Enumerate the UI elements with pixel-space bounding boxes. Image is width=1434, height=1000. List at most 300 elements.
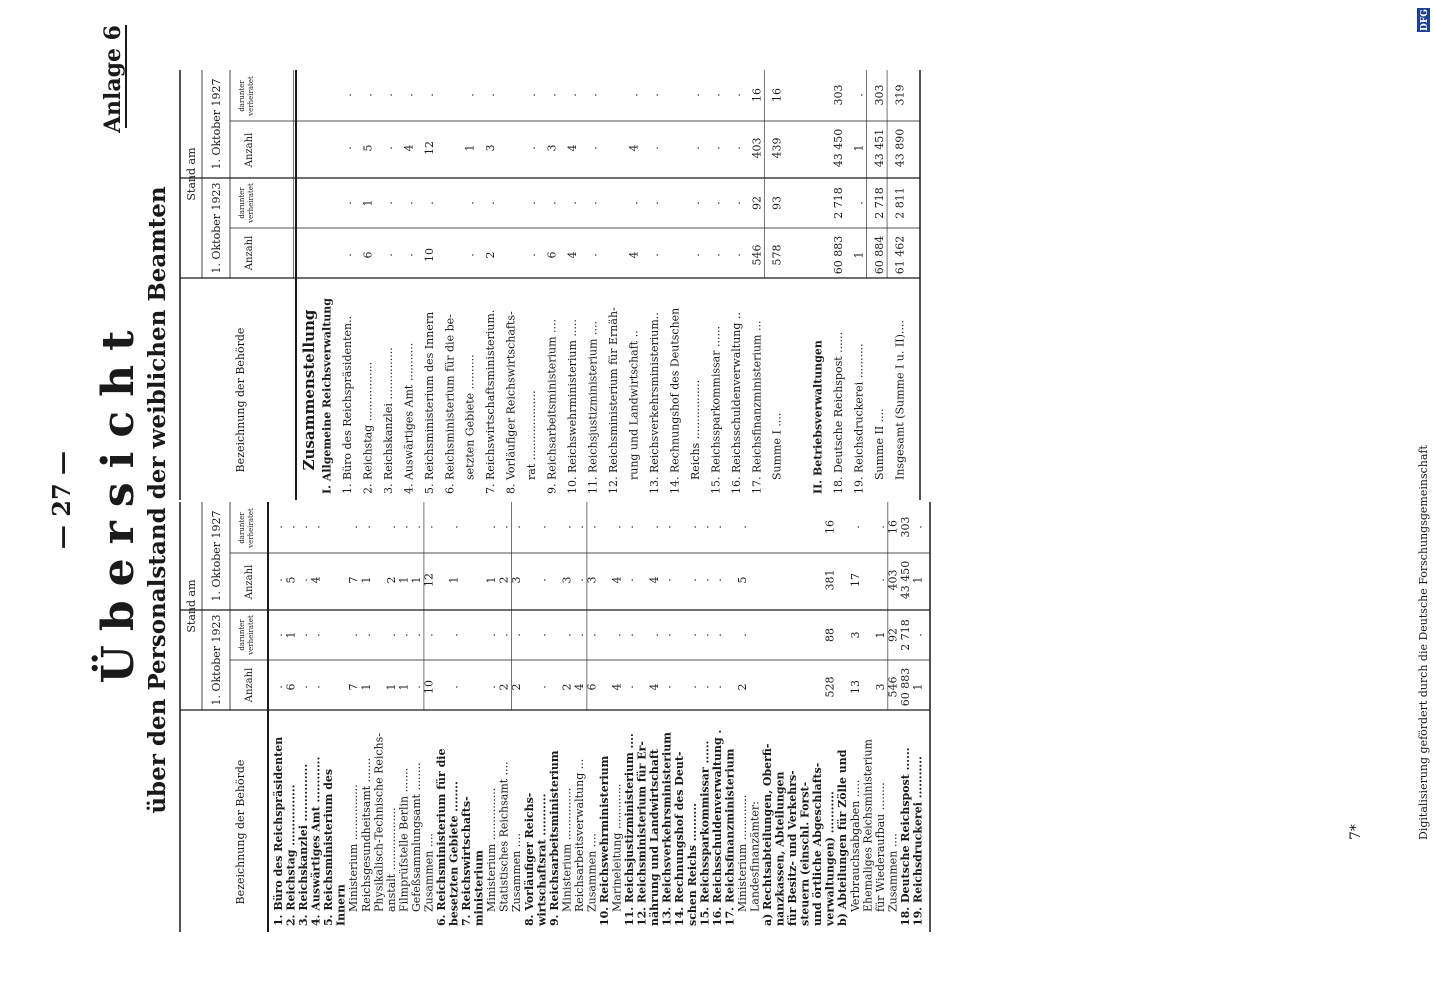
cell-married-1927: .	[485, 525, 499, 529]
row-label: Zusammen ....	[585, 833, 599, 912]
cell-anzahl-1927: 1	[409, 576, 423, 584]
cell-married-1923: .	[545, 201, 559, 205]
row-label: 1. Büro des Reichspräsidenten..	[340, 315, 354, 494]
cell-married-1927: .	[647, 93, 661, 97]
row-label: Ministerium .............	[735, 794, 749, 912]
cell-married-1923: .	[647, 201, 661, 205]
cell-anzahl-1923: 7	[347, 683, 361, 691]
cell-anzahl-1923: .	[463, 253, 477, 257]
cell-married-1923: .	[447, 633, 461, 637]
cell-married-1923: 2 811	[893, 187, 907, 219]
cell-married-1923: .	[272, 633, 285, 637]
cell-married-1923: 92	[750, 196, 764, 210]
summary-table	[180, 70, 920, 500]
cell-married-1923: .	[347, 633, 361, 637]
cell-married-1927: .	[397, 525, 411, 529]
cell-married-1927: .	[409, 525, 423, 529]
cell-married-1927: 303	[832, 84, 846, 106]
row-label: 15. Reichssparkommissar ......	[698, 740, 712, 926]
cell-anzahl-1927: .	[535, 578, 549, 582]
cell-married-1927: .	[347, 525, 361, 529]
row-label: nanzkassen, Abteilungen	[773, 771, 787, 926]
cell-anzahl-1923: .	[272, 685, 285, 689]
cell-anzahl-1927: 3	[585, 576, 599, 584]
cell-anzahl-1927: 2	[384, 576, 398, 584]
cell-anzahl-1927: 439	[770, 137, 784, 159]
cell-married-1927: .	[729, 93, 743, 97]
cell-married-1927: .	[545, 93, 559, 97]
cell-married-1927: .	[340, 93, 354, 97]
row-label: 12. Reichsministerium für Er-	[635, 741, 649, 926]
row-label: schen Reichs ..........	[685, 802, 699, 926]
cell-married-1923: 2 718	[898, 619, 912, 651]
cell-anzahl-1923: 4	[627, 251, 641, 259]
cell-anzahl-1927: 1	[447, 576, 461, 584]
cell-anzahl-1927: 4	[309, 576, 323, 584]
column-header-darunter-1923-2: verheiratet	[247, 183, 255, 223]
cell-married-1923: .	[535, 633, 549, 637]
row-label: 16. Reichsschuldenverwaltung ..	[729, 312, 743, 494]
cell-anzahl-1923: .	[340, 253, 354, 257]
cell-anzahl-1923: 546	[886, 676, 900, 698]
column-header-anzahl-1927: Anzahl	[244, 564, 255, 600]
cell-married-1927: .	[447, 525, 461, 529]
row-label: Reichsarbeitsverwaltung ...	[572, 758, 586, 912]
row-label: II. Betriebsverwaltungen	[811, 340, 825, 494]
column-header-darunter-1923: darunter	[238, 187, 246, 219]
cell-married-1923: .	[572, 633, 586, 637]
cell-married-1927: .	[402, 93, 416, 97]
row-label: 16. Reichsschuldenverwaltung .	[710, 729, 724, 926]
cell-married-1923: 1	[361, 199, 375, 207]
cell-anzahl-1923: 4	[648, 683, 662, 691]
cell-anzahl-1923: 2	[560, 683, 574, 691]
cell-anzahl-1927: 3	[560, 576, 574, 584]
cell-anzahl-1923: .	[688, 253, 702, 257]
cell-anzahl-1927: 43 890	[893, 128, 907, 168]
row-label: Landesfinanzämter:	[748, 801, 762, 912]
cell-anzahl-1927: 403	[750, 137, 764, 159]
cell-anzahl-1923: 2	[497, 683, 511, 691]
row-label: Innern	[334, 884, 348, 926]
cell-married-1927: .	[497, 525, 511, 529]
cell-married-1923: 88	[823, 628, 837, 642]
cell-anzahl-1927: 4	[648, 576, 662, 584]
row-label: 18. Deutsche Reichspost ......	[898, 747, 912, 926]
cell-anzahl-1923: 6	[545, 251, 559, 259]
cell-anzahl-1927: 1	[397, 576, 411, 584]
cell-married-1923: .	[688, 201, 702, 205]
cell-anzahl-1927: .	[340, 146, 354, 150]
row-label: 1. Büro des Reichspräsidenten	[272, 736, 285, 926]
cell-married-1927: .	[384, 525, 398, 529]
cell-anzahl-1927: 1	[485, 576, 499, 584]
cell-married-1923: .	[484, 201, 498, 205]
row-label: 8. Vorläufiger Reichs-	[522, 792, 536, 926]
cell-anzahl-1927: 4	[610, 576, 624, 584]
row-label: Ministerium ................	[347, 784, 361, 912]
cell-married-1923: 93	[770, 196, 784, 210]
cell-married-1927: .	[422, 525, 436, 529]
cell-anzahl-1927: 4	[627, 144, 641, 152]
cell-married-1927: .	[848, 525, 862, 529]
row-label: 8. Vorläufiger Reichswirtschafts-	[504, 311, 518, 494]
cell-married-1923: .	[402, 201, 416, 205]
row-label: Filmprüfstelle Berlin .......	[397, 767, 411, 912]
cell-anzahl-1927: 1	[463, 144, 477, 152]
row-label: 10. Reichswehrministerium	[598, 755, 611, 926]
funding-credit: Digitalisierung gefördert durch die Deutsche Forschungsgemeinschaft	[1417, 445, 1430, 840]
cell-married-1923: .	[586, 201, 600, 205]
cell-married-1923: .	[729, 201, 743, 205]
column-header-1927: 1. Oktober 1927	[210, 78, 223, 170]
cell-married-1927: .	[610, 525, 624, 529]
cell-married-1923: .	[710, 633, 724, 637]
cell-anzahl-1927: 12	[422, 573, 436, 587]
cell-anzahl-1923: 2	[484, 251, 498, 259]
row-label: 11. Reichsjustizministerium ....	[586, 321, 600, 494]
cell-anzahl-1923: 578	[770, 244, 784, 266]
row-label: I. Allgemeine Reichsverwaltung	[320, 298, 334, 494]
left-table	[180, 502, 930, 932]
cell-anzahl-1927: .	[688, 146, 702, 150]
cell-anzahl-1923: .	[381, 253, 395, 257]
cell-married-1927: .	[873, 525, 887, 529]
cell-married-1927: .	[623, 525, 637, 529]
cell-married-1923: .	[463, 201, 477, 205]
cell-married-1927: .	[698, 525, 712, 529]
cell-anzahl-1927: 17	[848, 573, 862, 587]
row-label: 10. Reichswehrministerium .....	[566, 319, 580, 494]
cell-married-1923: 1	[284, 631, 298, 639]
row-label: Verbrauchsabgaben .....	[848, 779, 862, 912]
row-label: steuern (einschl. Forst-	[798, 781, 812, 926]
cell-anzahl-1927: .	[572, 578, 586, 582]
cell-married-1923: .	[585, 633, 599, 637]
cell-married-1927: .	[572, 525, 586, 529]
cell-married-1927: .	[710, 525, 724, 529]
cell-anzahl-1927: 43 450	[832, 128, 846, 168]
row-label: 13. Reichsverkehrsministerium	[660, 732, 674, 926]
cell-anzahl-1923: 2	[510, 683, 524, 691]
cell-anzahl-1923: .	[525, 253, 539, 257]
row-label: 7. Reichswirtschaftsministerium.	[484, 309, 498, 494]
row-label: Reichs .................	[688, 379, 702, 480]
cell-anzahl-1923: 2	[735, 683, 749, 691]
cell-anzahl-1927: 3	[510, 576, 524, 584]
row-label: nährung und Landwirtschaft	[648, 749, 662, 926]
row-label: besetzten Gebiete ........	[447, 781, 461, 926]
column-header-darunter-1927-2: verheiratet	[247, 508, 255, 548]
row-label: Zusammen ....	[510, 833, 524, 912]
cell-married-1927: .	[284, 525, 298, 529]
column-header-darunter-1927: darunter	[238, 80, 246, 112]
cell-anzahl-1927: 4	[402, 144, 416, 152]
row-label: 3. Reichskanzlei ...............	[297, 763, 311, 926]
row-label: Statistisches Reichsamt ....	[497, 761, 511, 912]
cell-married-1927: .	[685, 525, 699, 529]
cell-anzahl-1923: .	[309, 685, 323, 689]
dfg-logo-text: DFG	[1420, 9, 1430, 31]
row-label: Ministerium ...............	[560, 787, 574, 912]
cell-anzahl-1923: 1	[397, 683, 411, 691]
row-label: und örtliche Abgeschlafts-	[811, 762, 825, 926]
cell-anzahl-1927: 43 451	[873, 128, 887, 168]
cell-anzahl-1923: 4	[566, 251, 580, 259]
cell-anzahl-1927: 1	[852, 144, 866, 152]
cell-anzahl-1927: .	[297, 578, 311, 582]
row-label: 18. Deutsche Reichspost ......	[832, 331, 846, 494]
cell-married-1927: .	[381, 93, 395, 97]
cell-anzahl-1927: 3	[484, 144, 498, 152]
cell-anzahl-1923: .	[402, 253, 416, 257]
cell-anzahl-1923: 61 462	[893, 235, 907, 275]
cell-married-1923: .	[422, 633, 436, 637]
cell-married-1923: .	[309, 633, 323, 637]
cell-anzahl-1927: .	[685, 578, 699, 582]
row-label: 11. Reichsjustizministerium ....	[623, 733, 637, 926]
cell-married-1923: .	[560, 633, 574, 637]
cell-married-1923: .	[852, 201, 866, 205]
cell-married-1923: .	[510, 633, 524, 637]
cell-anzahl-1927: 43 450	[898, 560, 912, 600]
cell-married-1923: .	[610, 633, 624, 637]
cell-anzahl-1927: .	[586, 146, 600, 150]
cell-anzahl-1927: 2	[497, 576, 511, 584]
cell-married-1923: .	[422, 201, 436, 205]
row-label: 14. Rechnungshof des Deutschen	[668, 307, 682, 494]
row-label: Zusammen ....	[422, 833, 436, 912]
cell-married-1927: .	[627, 93, 641, 97]
cell-married-1927: 16	[770, 88, 784, 102]
row-label: 5. Reichsministerium des Innern	[422, 311, 436, 494]
page-mark: 7*	[1348, 824, 1364, 840]
cell-married-1927: .	[560, 525, 574, 529]
cell-anzahl-1923: 4	[610, 683, 624, 691]
row-label: a) Rechtsabteilungen, Oberfi-	[761, 743, 774, 926]
row-label: 6. Reichsministerium für die be-	[443, 314, 457, 494]
column-header-darunter-1927-2: verheiratet	[247, 76, 255, 116]
cell-married-1923: .	[709, 201, 723, 205]
cell-anzahl-1923: .	[729, 253, 743, 257]
row-label: Marineleitung .............	[610, 783, 624, 912]
cell-married-1923: .	[627, 201, 641, 205]
cell-married-1927: .	[585, 525, 599, 529]
cell-married-1923: .	[485, 633, 499, 637]
cell-anzahl-1927: .	[698, 578, 712, 582]
cell-married-1927: 16	[750, 88, 764, 102]
column-header-1923: 1. Oktober 1923	[210, 614, 223, 706]
cell-anzahl-1923: 60 883	[898, 667, 912, 707]
row-label: rat ....................	[525, 390, 539, 480]
row-label: 5. Reichsministerium des	[322, 768, 336, 926]
cell-anzahl-1923: 6	[585, 683, 599, 691]
cell-anzahl-1927: 5	[735, 576, 749, 584]
row-label: 12. Reichsministerium für Ernäh-	[607, 307, 620, 494]
cell-married-1923: .	[525, 201, 539, 205]
cell-anzahl-1923: .	[647, 253, 661, 257]
cell-married-1923: .	[660, 633, 674, 637]
row-label: ministerium	[472, 850, 486, 926]
cell-anzahl-1927: 12	[422, 141, 436, 155]
row-label: rung und Landwirtschaft ..	[627, 330, 641, 480]
cell-anzahl-1927: .	[272, 578, 285, 582]
cell-anzahl-1927: 1	[359, 576, 373, 584]
cell-anzahl-1927: 4	[566, 144, 580, 152]
cell-married-1923: .	[648, 633, 662, 637]
cell-anzahl-1923: 60 884	[873, 235, 887, 275]
cell-anzahl-1927: 7	[347, 576, 361, 584]
row-label: anstalt ..................	[384, 807, 398, 912]
cell-married-1923: .	[297, 633, 311, 637]
row-label: 9. Reichsarbeitsministerium	[547, 750, 561, 926]
cell-anzahl-1927: .	[873, 578, 887, 582]
column-header-1923: 1. Oktober 1923	[210, 182, 223, 274]
cell-anzahl-1923: .	[447, 685, 461, 689]
cell-anzahl-1923: .	[623, 685, 637, 689]
row-label: Summe I ....	[770, 412, 784, 480]
cell-married-1927: .	[297, 525, 311, 529]
cell-anzahl-1923: .	[535, 685, 549, 689]
cell-anzahl-1927: 5	[284, 576, 298, 584]
row-label: Ministerium ...............	[485, 787, 499, 912]
page-number: — 27 —	[47, 450, 76, 550]
row-label: Reichsgesundheitsamt .......	[359, 757, 373, 912]
cell-married-1923: .	[698, 633, 712, 637]
cell-married-1927: .	[359, 525, 373, 529]
cell-anzahl-1927: .	[710, 578, 724, 582]
column-header-authority: Bezeichnung der Behörde	[234, 759, 247, 905]
column-header-1927: 1. Oktober 1927	[210, 510, 223, 602]
row-label: Summe II ....	[873, 408, 887, 480]
cell-married-1927: .	[272, 525, 285, 529]
page-subtitle: über den Personalstand der weiblichen Beamten	[144, 186, 171, 814]
cell-married-1923: .	[384, 633, 398, 637]
cell-married-1927: .	[463, 93, 477, 97]
cell-anzahl-1923: 3	[873, 683, 887, 691]
row-label: Physikalisch-Technische Reichs-	[372, 733, 386, 912]
row-label: verwaltungen) ...........	[823, 791, 837, 926]
cell-anzahl-1923: .	[710, 685, 724, 689]
row-label: 15. Reichssparkommissar ......	[709, 326, 723, 494]
cell-anzahl-1923: 60 883	[832, 235, 846, 275]
cell-married-1923: .	[685, 633, 699, 637]
cell-anzahl-1923: 528	[823, 676, 837, 698]
cell-anzahl-1923: 6	[284, 683, 298, 691]
cell-married-1927: .	[735, 525, 749, 529]
cell-anzahl-1927: 381	[823, 569, 837, 591]
row-label: 13. Reichsverkehrsministerium..	[647, 312, 661, 494]
cell-anzahl-1927: .	[729, 146, 743, 150]
cell-anzahl-1923: .	[297, 685, 311, 689]
cell-anzahl-1923: .	[485, 685, 499, 689]
cell-anzahl-1923: .	[685, 685, 699, 689]
cell-married-1927: .	[510, 525, 524, 529]
cell-married-1923: .	[359, 633, 373, 637]
cell-anzahl-1927: 403	[886, 569, 900, 591]
column-header-darunter-1927: darunter	[238, 512, 246, 544]
row-label: 3. Reichskanzlei ...............	[381, 347, 395, 494]
cell-anzahl-1923: .	[698, 685, 712, 689]
column-header-stand-am: Stand am	[185, 579, 198, 633]
cell-married-1923: 2 718	[873, 187, 887, 219]
cell-married-1927: .	[525, 93, 539, 97]
section-heading: Zusammenstellung	[300, 309, 318, 471]
column-header-anzahl-1923: Anzahl	[244, 235, 255, 271]
row-label: 2. Reichstag ................	[284, 784, 298, 926]
row-label: 14. Rechnungshof des Deut-	[673, 751, 687, 926]
cell-married-1927: 319	[893, 84, 907, 106]
row-label: 2. Reichstag .................	[361, 361, 375, 494]
column-header-darunter-1923: darunter	[238, 619, 246, 651]
row-label: Insgesamt (Summe I u. II)....	[893, 320, 907, 480]
cell-anzahl-1923: 1	[384, 683, 398, 691]
row-label: 9. Reichsarbeitsministerium ....	[545, 318, 559, 494]
cell-married-1923: .	[497, 633, 511, 637]
cell-married-1923: .	[340, 201, 354, 205]
row-label: 6. Reichsministerium für die	[435, 748, 448, 926]
column-header-darunter-1923-2: verheiratet	[247, 615, 255, 655]
cell-married-1927: .	[566, 93, 580, 97]
cell-married-1927: .	[586, 93, 600, 97]
cell-anzahl-1923: 546	[750, 244, 764, 266]
cell-anzahl-1927: .	[709, 146, 723, 150]
cell-married-1927: .	[484, 93, 498, 97]
cell-anzahl-1927: 3	[545, 144, 559, 152]
cell-married-1923: 1	[873, 631, 887, 639]
cell-anzahl-1923: 13	[848, 680, 862, 694]
cell-anzahl-1923: .	[660, 685, 674, 689]
cell-anzahl-1923: 10	[422, 680, 436, 694]
cell-anzahl-1923: .	[586, 253, 600, 257]
cell-anzahl-1923: .	[409, 685, 423, 689]
cell-married-1927: .	[648, 525, 662, 529]
row-label: wirtschaftsrat ...........	[535, 793, 549, 926]
column-header-authority: Bezeichnung der Behörde	[234, 327, 247, 473]
cell-married-1923: 3	[848, 631, 862, 639]
cell-married-1923: 2 718	[832, 187, 846, 219]
cell-anzahl-1927: .	[525, 146, 539, 150]
column-header-anzahl-1927: Anzahl	[244, 132, 255, 168]
row-label: 19. Reichsdruckerei ...........	[911, 756, 925, 926]
row-label: 17. Reichsfinanzministerium ...	[750, 320, 764, 494]
cell-married-1927: 303	[898, 516, 912, 538]
page-title: Übersicht	[93, 316, 144, 684]
row-label: 17. Reichsfinanzministerium	[723, 748, 737, 926]
cell-married-1927: .	[422, 93, 436, 97]
row-label: Zusammen ....	[886, 833, 900, 912]
cell-anzahl-1923: 1	[911, 683, 925, 691]
cell-anzahl-1923: 10	[422, 248, 436, 262]
cell-married-1923: .	[911, 633, 925, 637]
column-header-anzahl-1923: Anzahl	[244, 667, 255, 703]
cell-married-1927: .	[688, 93, 702, 97]
row-label: Gefeßsammlungsamt ........	[409, 762, 423, 912]
cell-anzahl-1923: 1	[852, 251, 866, 259]
cell-married-1923: .	[566, 201, 580, 205]
row-label: Ehemaliges Reichsministerium	[861, 739, 875, 912]
column-header-stand-am: Stand am	[185, 147, 198, 201]
cell-married-1923: .	[623, 633, 637, 637]
cell-married-1923: 92	[886, 628, 900, 642]
cell-married-1923: .	[381, 201, 395, 205]
cell-married-1927: 16	[823, 520, 837, 534]
cell-anzahl-1923: 6	[361, 251, 375, 259]
row-label: setzten Gebiete ..........	[463, 354, 477, 480]
cell-married-1927: .	[535, 525, 549, 529]
cell-married-1927: 16	[886, 520, 900, 534]
cell-anzahl-1927: 1	[911, 576, 925, 584]
